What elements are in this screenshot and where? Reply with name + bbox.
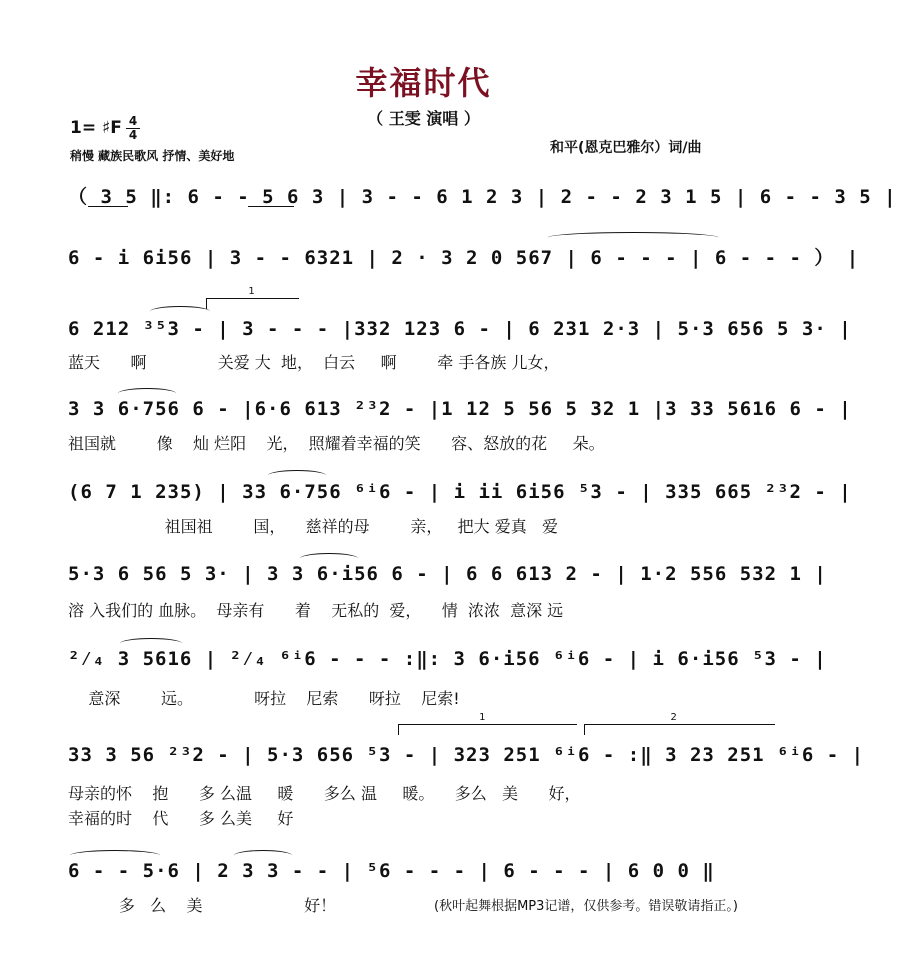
singer-credit: （ 王雯 演唱 ） xyxy=(367,109,480,128)
tie-slur xyxy=(120,638,182,649)
volta-bracket-1 xyxy=(206,286,299,309)
notation-row-1: （ 3 5 ‖: 6 - - 5 6 3 | 3 - - 6 1 2 3 | 2 - - 2 3 1 5 | 6 - - 3 5 | xyxy=(68,186,897,208)
tie-slur xyxy=(70,850,160,861)
key-signature: 1= ♯F xyxy=(70,118,122,138)
tempo-style-note: 稍慢 藏族民歌风 抒情、美好地 xyxy=(70,149,235,163)
beam-line xyxy=(88,206,128,207)
volta-label: 1 xyxy=(248,286,255,297)
lyric-line-3: 蓝天 啊 关爱 大 地， 白云 啊 牵 手各族 儿女， xyxy=(68,353,560,372)
transcription-footnote: (秋叶起舞根据MP3记谱，仅供参考。错误敬请指正。) xyxy=(434,899,738,914)
notation-row-3: 6 212 ³⁵3 - | 3 - - - |332 123 6 - | 6 231 2·3 | 5·3 656 5 3· | xyxy=(68,318,852,340)
lyric-line-9: 多 么 美 好！ xyxy=(68,896,337,915)
lyric-line-8b: 幸福的时 代 多 么美 好 xyxy=(68,809,294,828)
song-title: 幸福时代 xyxy=(355,64,492,102)
time-signature-top: 4 xyxy=(128,114,138,128)
tie-slur xyxy=(234,850,292,861)
composer-credit: 和平(恩克巴雅尔）词/曲 xyxy=(550,140,702,156)
notation-row-4: 3 3 6·756 6 - |6·6 613 ²³2 - |1 12 5 56 5 32 1 |3 33 5616 6 - | xyxy=(68,398,852,420)
notation-row-2: 6 - i 6i56 | 3 - - 6321 | 2 · 3 2 0 567 | 6 - - - | 6 - - - ） | xyxy=(68,247,860,269)
tie-slur xyxy=(548,232,718,243)
lyric-line-6: 溶 入我们的 血脉。 母亲有 着 无私的 爱， 情 浓浓 意深 远 xyxy=(68,601,564,620)
volta-label: 2 xyxy=(670,712,677,723)
tie-slur xyxy=(300,553,358,564)
beam-line xyxy=(248,206,294,207)
lyric-line-5: 祖国祖 国， 慈祥的母 亲， 把大 爱真 爱 xyxy=(68,517,558,536)
tie-slur xyxy=(118,388,176,399)
time-signature xyxy=(126,115,140,142)
notation-row-8: 33 3 56 ²³2 - | 5·3 656 ⁵3 - | 323 251 ⁶ⁱ6 - :‖ 3 23 251 ⁶ⁱ6 - | xyxy=(68,744,865,766)
lyric-line-7: 意深 远。 呀拉 尼索 呀拉 尼索! xyxy=(68,689,460,708)
notation-row-5: (6 7 1 235) | 33 6·756 ⁶ⁱ6 - | i ii 6i56 ⁵3 - | 335 665 ²³2 - | xyxy=(68,481,852,503)
volta-bracket-first-ending xyxy=(398,712,577,735)
volta-label: 1 xyxy=(479,712,486,723)
notation-row-7: ²⁄₄ 3 5616 | ²⁄₄ ⁶ⁱ6 - - - :‖: 3 6·i56 ⁶ⁱ6 - | i 6·i56 ⁵3 - | xyxy=(68,648,827,670)
notation-row-9: 6 - - 5·6 | 2 3 3 - - | ⁵6 - - - | 6 - - - | 6 0 0 ‖ xyxy=(68,860,715,882)
notation-row-6: 5·3 6 56 5 3· | 3 3 6·i56 6 - | 6 6 613 2 - | 1·2 556 532 1 | xyxy=(68,563,827,585)
volta-bracket-second-ending xyxy=(584,712,775,735)
lyric-line-8a: 母亲的怀 抱 多 么温 暖 多么 温 暖。 多么 美 好， xyxy=(68,784,581,803)
lyric-line-4: 祖国就 像 灿 烂阳 光， 照耀着幸福的笑 容、怒放的花 朵。 xyxy=(68,434,605,453)
time-signature-bottom: 4 xyxy=(128,128,138,142)
tie-slur xyxy=(150,306,210,317)
tie-slur xyxy=(268,470,326,481)
